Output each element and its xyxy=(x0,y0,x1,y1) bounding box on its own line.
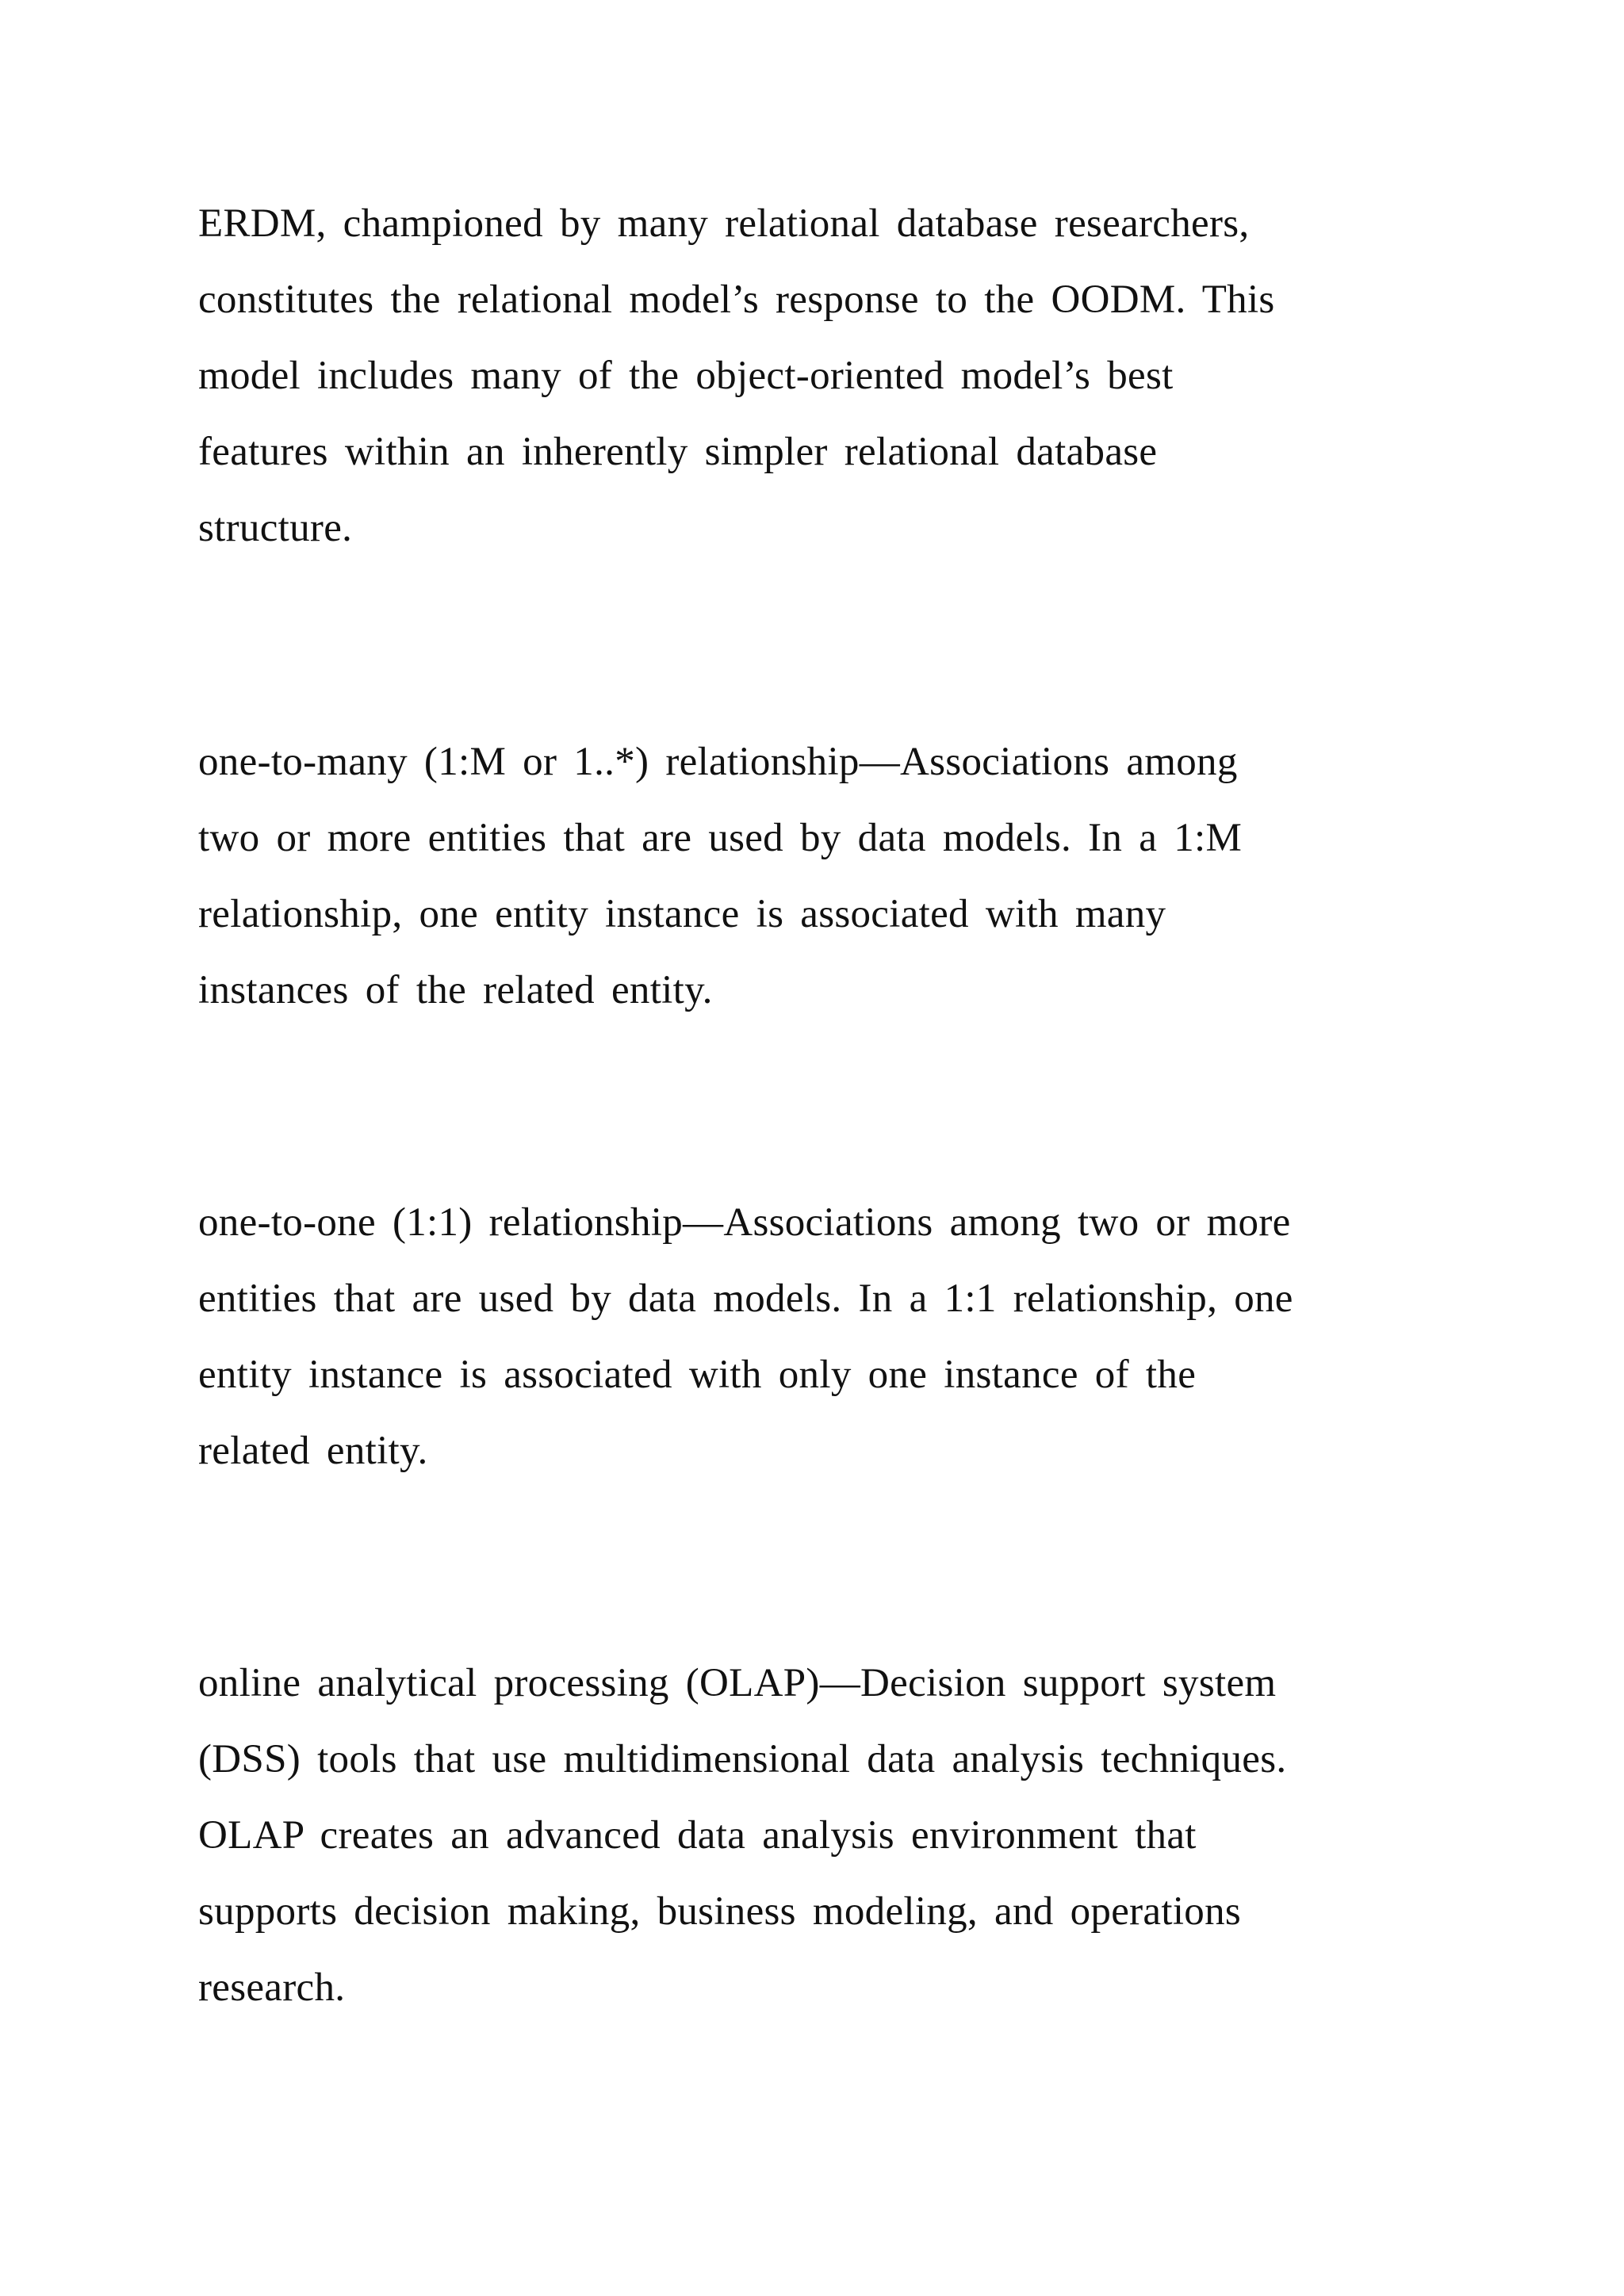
paragraph-line: two or more entities that are used by data models. In a 1:M xyxy=(198,816,1243,860)
one-to-many-definition xyxy=(198,724,1242,1028)
paragraph-line: ERDM, championed by many relational database researchers, xyxy=(198,201,1250,246)
paragraph-line: features within an inherently simpler relational database xyxy=(198,430,1158,474)
paragraph-line: instances of the related entity. xyxy=(198,968,713,1012)
paragraph-line: constitutes the relational model’s response to the OODM. This xyxy=(198,277,1275,322)
paragraph-line: (DSS) tools that use multidimensional data analysis techniques. xyxy=(198,1737,1287,1781)
paragraph-line: entity instance is associated with only one instance of the xyxy=(198,1353,1197,1397)
erdm-paragraph xyxy=(198,186,1275,566)
paragraph-line: research. xyxy=(198,1965,346,2010)
paragraph-line: online analytical processing (OLAP)—Decision support system xyxy=(198,1661,1277,1705)
paragraph-line: entities that are used by data models. In a 1:1 relationship, one xyxy=(198,1276,1293,1321)
paragraph-line: structure. xyxy=(198,506,353,550)
paragraph-line: one-to-one (1:1) relationship—Associations among two or more xyxy=(198,1200,1291,1245)
one-to-one-definition xyxy=(198,1184,1293,1489)
paragraph-line: relationship, one entity instance is associated with many xyxy=(198,892,1166,936)
paragraph-line: OLAP creates an advanced data analysis environment that xyxy=(198,1813,1197,1858)
paragraph-line: model includes many of the object-oriented model’s best xyxy=(198,354,1174,398)
paragraph-line: supports decision making, business modeling, and operations xyxy=(198,1889,1242,1934)
olap-definition xyxy=(198,1645,1286,2026)
paragraph-line: one-to-many (1:M or 1..*) relationship—Associations among xyxy=(198,740,1238,784)
paragraph-line: related entity. xyxy=(198,1429,428,1473)
